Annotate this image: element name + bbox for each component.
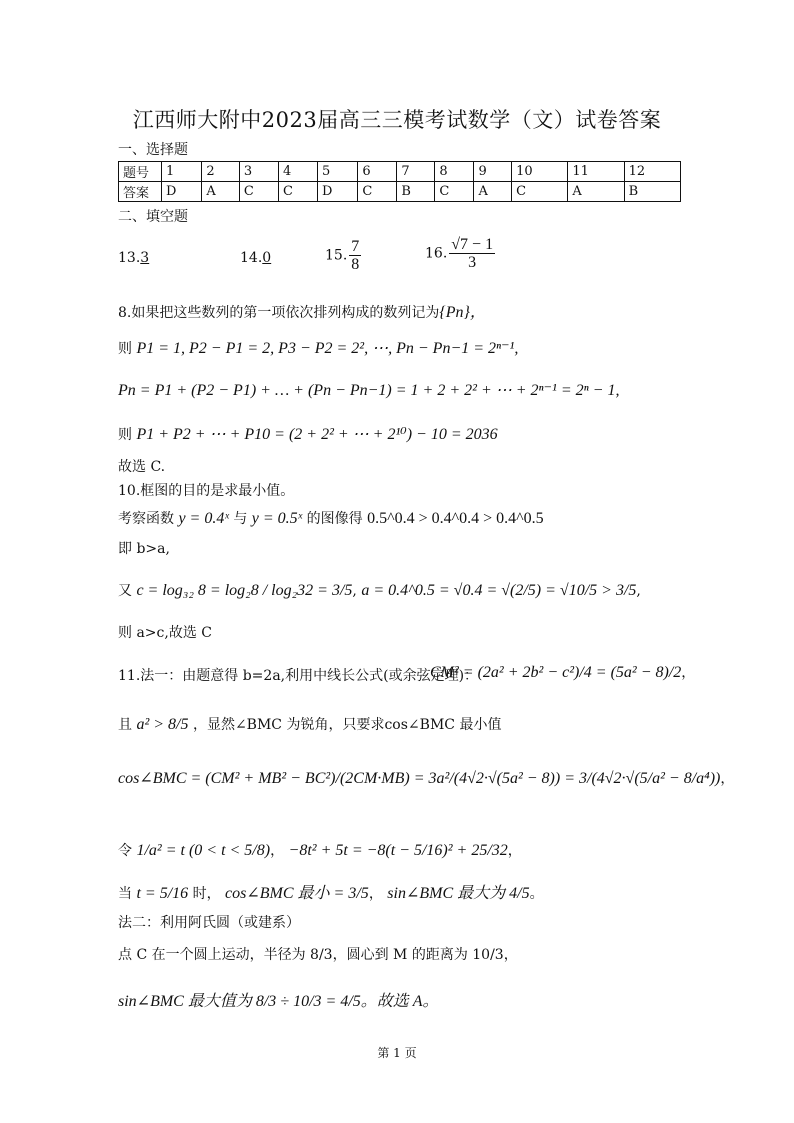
- table-cell: C: [435, 182, 474, 202]
- table-row-answers: [119, 182, 681, 202]
- answer-table: [118, 161, 681, 202]
- table-cell: C: [278, 182, 317, 202]
- answer-15-numerator: 7: [351, 238, 360, 255]
- table-cell: A: [474, 182, 512, 202]
- formula: y = 0.4ˣ: [178, 510, 229, 527]
- solution-11-method2: 法二：利用阿氏圆（或建系）: [118, 915, 300, 931]
- table-cell: 5: [318, 162, 358, 182]
- table-cell: 7: [397, 162, 435, 182]
- row-label: 答案: [119, 182, 162, 202]
- formula: 1/a² = t (0 < t < 5/8): [136, 842, 271, 859]
- solution-10-line3: 即 b>a,: [118, 541, 170, 557]
- answer-16: 16. $\frac{√7 - 1}{3}$: [425, 236, 494, 271]
- table-cell: 1: [162, 162, 202, 182]
- table-cell: C: [358, 182, 397, 202]
- solution-8-line2: 则 P1 = 1, P2 − P1 = 2, P3 − P2 = 2², ⋯, Pn − Pn−1 = 2ⁿ⁻¹,: [118, 340, 519, 357]
- answer-13: 13.3: [118, 250, 186, 266]
- table-cell: A: [568, 182, 624, 202]
- table-cell: A: [202, 182, 240, 202]
- solution-11-substitution: 令 1/a² = t (0 < t < 5/8)， −8t² + 5t = −8(t − 5/16)² + 25/32，: [118, 842, 522, 859]
- answer-16-numerator: √7 − 1: [451, 236, 494, 253]
- answer-16-denominator: 3: [468, 254, 477, 271]
- solution-8-line4: 则 P1 + P2 + ⋯ + P10 = (2 + 2² + ⋯ + 2¹⁰) − 10 = 2036: [118, 426, 498, 443]
- inequality: 0.5^0.4 > 0.4^0.4 > 0.4^0.5: [367, 510, 544, 527]
- table-cell: D: [318, 182, 358, 202]
- table-cell: 4: [278, 162, 317, 182]
- formula-a: a = 0.4^0.5 = √0.4 = √(2/5) = √10/5 > 3/5: [361, 582, 637, 599]
- table-cell: B: [397, 182, 435, 202]
- table-cell: C: [512, 182, 568, 202]
- answer-15: 15. $\frac{7}{8}$: [325, 238, 360, 273]
- section-heading-choice: 一、选择题: [118, 142, 188, 158]
- page-title: 江西师大附中2023届高三三模考试数学（文）试卷答案: [132, 108, 662, 132]
- formula: y = 0.5ˣ: [251, 510, 303, 527]
- table-cell: 3: [239, 162, 278, 182]
- formula: t = 5/16: [136, 885, 189, 902]
- solution-11-method2-line: 点 C 在一个圆上运动，半径为 8/3，圆心到 M 的距离为 10/3，: [118, 947, 518, 963]
- table-cell: 10: [512, 162, 568, 182]
- solution-11-condition: 且 a² > 8/5 ，显然∠BMC 为锐角，只要求cos∠BMC 最小值: [118, 716, 502, 733]
- row-label: 题号: [119, 162, 162, 182]
- table-row-questions: [119, 162, 681, 182]
- formula: cos∠BMC 最小 = 3/5: [225, 885, 369, 902]
- answer-14: 14.0: [240, 250, 298, 266]
- answer-15-denominator: 8: [351, 256, 360, 273]
- solution-10-line5: 则 a>c,故选 C: [118, 625, 212, 641]
- answer-14-value: 0: [262, 250, 272, 266]
- formula: P1 + P2 + ⋯ + P10 = (2 + 2² + ⋯ + 2¹⁰) − 10 = 2036: [136, 426, 498, 443]
- formula: a² > 8/5: [136, 716, 189, 733]
- solution-11-cm-formula: CM² = (2a² + 2b² − c²)/4 = (5a² − 8)/2，: [430, 664, 696, 681]
- table-cell: 2: [202, 162, 240, 182]
- solution-8-line3: [118, 380, 619, 400]
- table-cell: 12: [624, 162, 680, 182]
- solution-8-intro: 8.如果把这些数列的第一项依次排列构成的数列记为{Pn}，: [118, 304, 486, 321]
- table-cell: 8: [435, 162, 474, 182]
- solution-11-intro: 11.法一：由题意得 b=2a,利用中线长公式(或余弦定理)：: [118, 668, 479, 684]
- formula: Pn = P1 + (P2 − P1) + … + (Pn − Pn−1) = 1 + 2 + 2² + ⋯ + 2ⁿ⁻¹ = 2ⁿ − 1,: [118, 382, 620, 399]
- table-cell: 11: [568, 162, 624, 182]
- section-heading-fill: 二、填空题: [118, 209, 188, 225]
- table-cell: 6: [358, 162, 397, 182]
- formula: −8t² + 5t = −8(t − 5/16)² + 25/32: [288, 842, 508, 859]
- answer-13-value: 3: [140, 250, 150, 266]
- solution-11-final: sin∠BMC 最大值为 8/3 ÷ 10/3 = 4/5。故选 A。: [118, 993, 439, 1010]
- page-footer: 第 1 页: [377, 1046, 417, 1060]
- solution-10-line2: 考察函数 y = 0.4ˣ 与 y = 0.5ˣ 的图像得 0.5^0.4 > 0.4^0.4 > 0.4^0.5: [118, 510, 544, 527]
- solution-11-extremum: 当 t = 5/16 时， cos∠BMC 最小 = 3/5， sin∠BMC 最大为 4/5。: [118, 885, 544, 902]
- table-cell: D: [162, 182, 202, 202]
- sequence-set: {Pn}，: [439, 304, 486, 321]
- table-cell: C: [239, 182, 278, 202]
- formula-c: c = log₃₂ 8 = log₂8 / log₂32 = 3/5: [136, 582, 353, 599]
- solution-8-conclusion: 故选 C.: [118, 459, 166, 475]
- solution-10-line4: 又 c = log₃₂ 8 = log₂8 / log₂32 = 3/5, a = 0.4^0.5 = √0.4 = √(2/5) = √10/5 > 3/5,: [118, 582, 641, 599]
- table-cell: 9: [474, 162, 512, 182]
- table-cell: B: [624, 182, 680, 202]
- solution-11-cos-formula: cos∠BMC = (CM² + MB² − BC²)/(2CM·MB) = 3a²/(4√2·√(5a² − 8)) = 3/(4√2·√(5/a² − 8/a⁴))，: [118, 770, 735, 787]
- formula: sin∠BMC 最大为 4/5: [387, 885, 530, 902]
- solution-10-intro: 10.框图的目的是求最小值。: [118, 483, 295, 499]
- formula: P1 = 1, P2 − P1 = 2, P3 − P2 = 2², ⋯, Pn − Pn−1 = 2ⁿ⁻¹,: [136, 340, 519, 357]
